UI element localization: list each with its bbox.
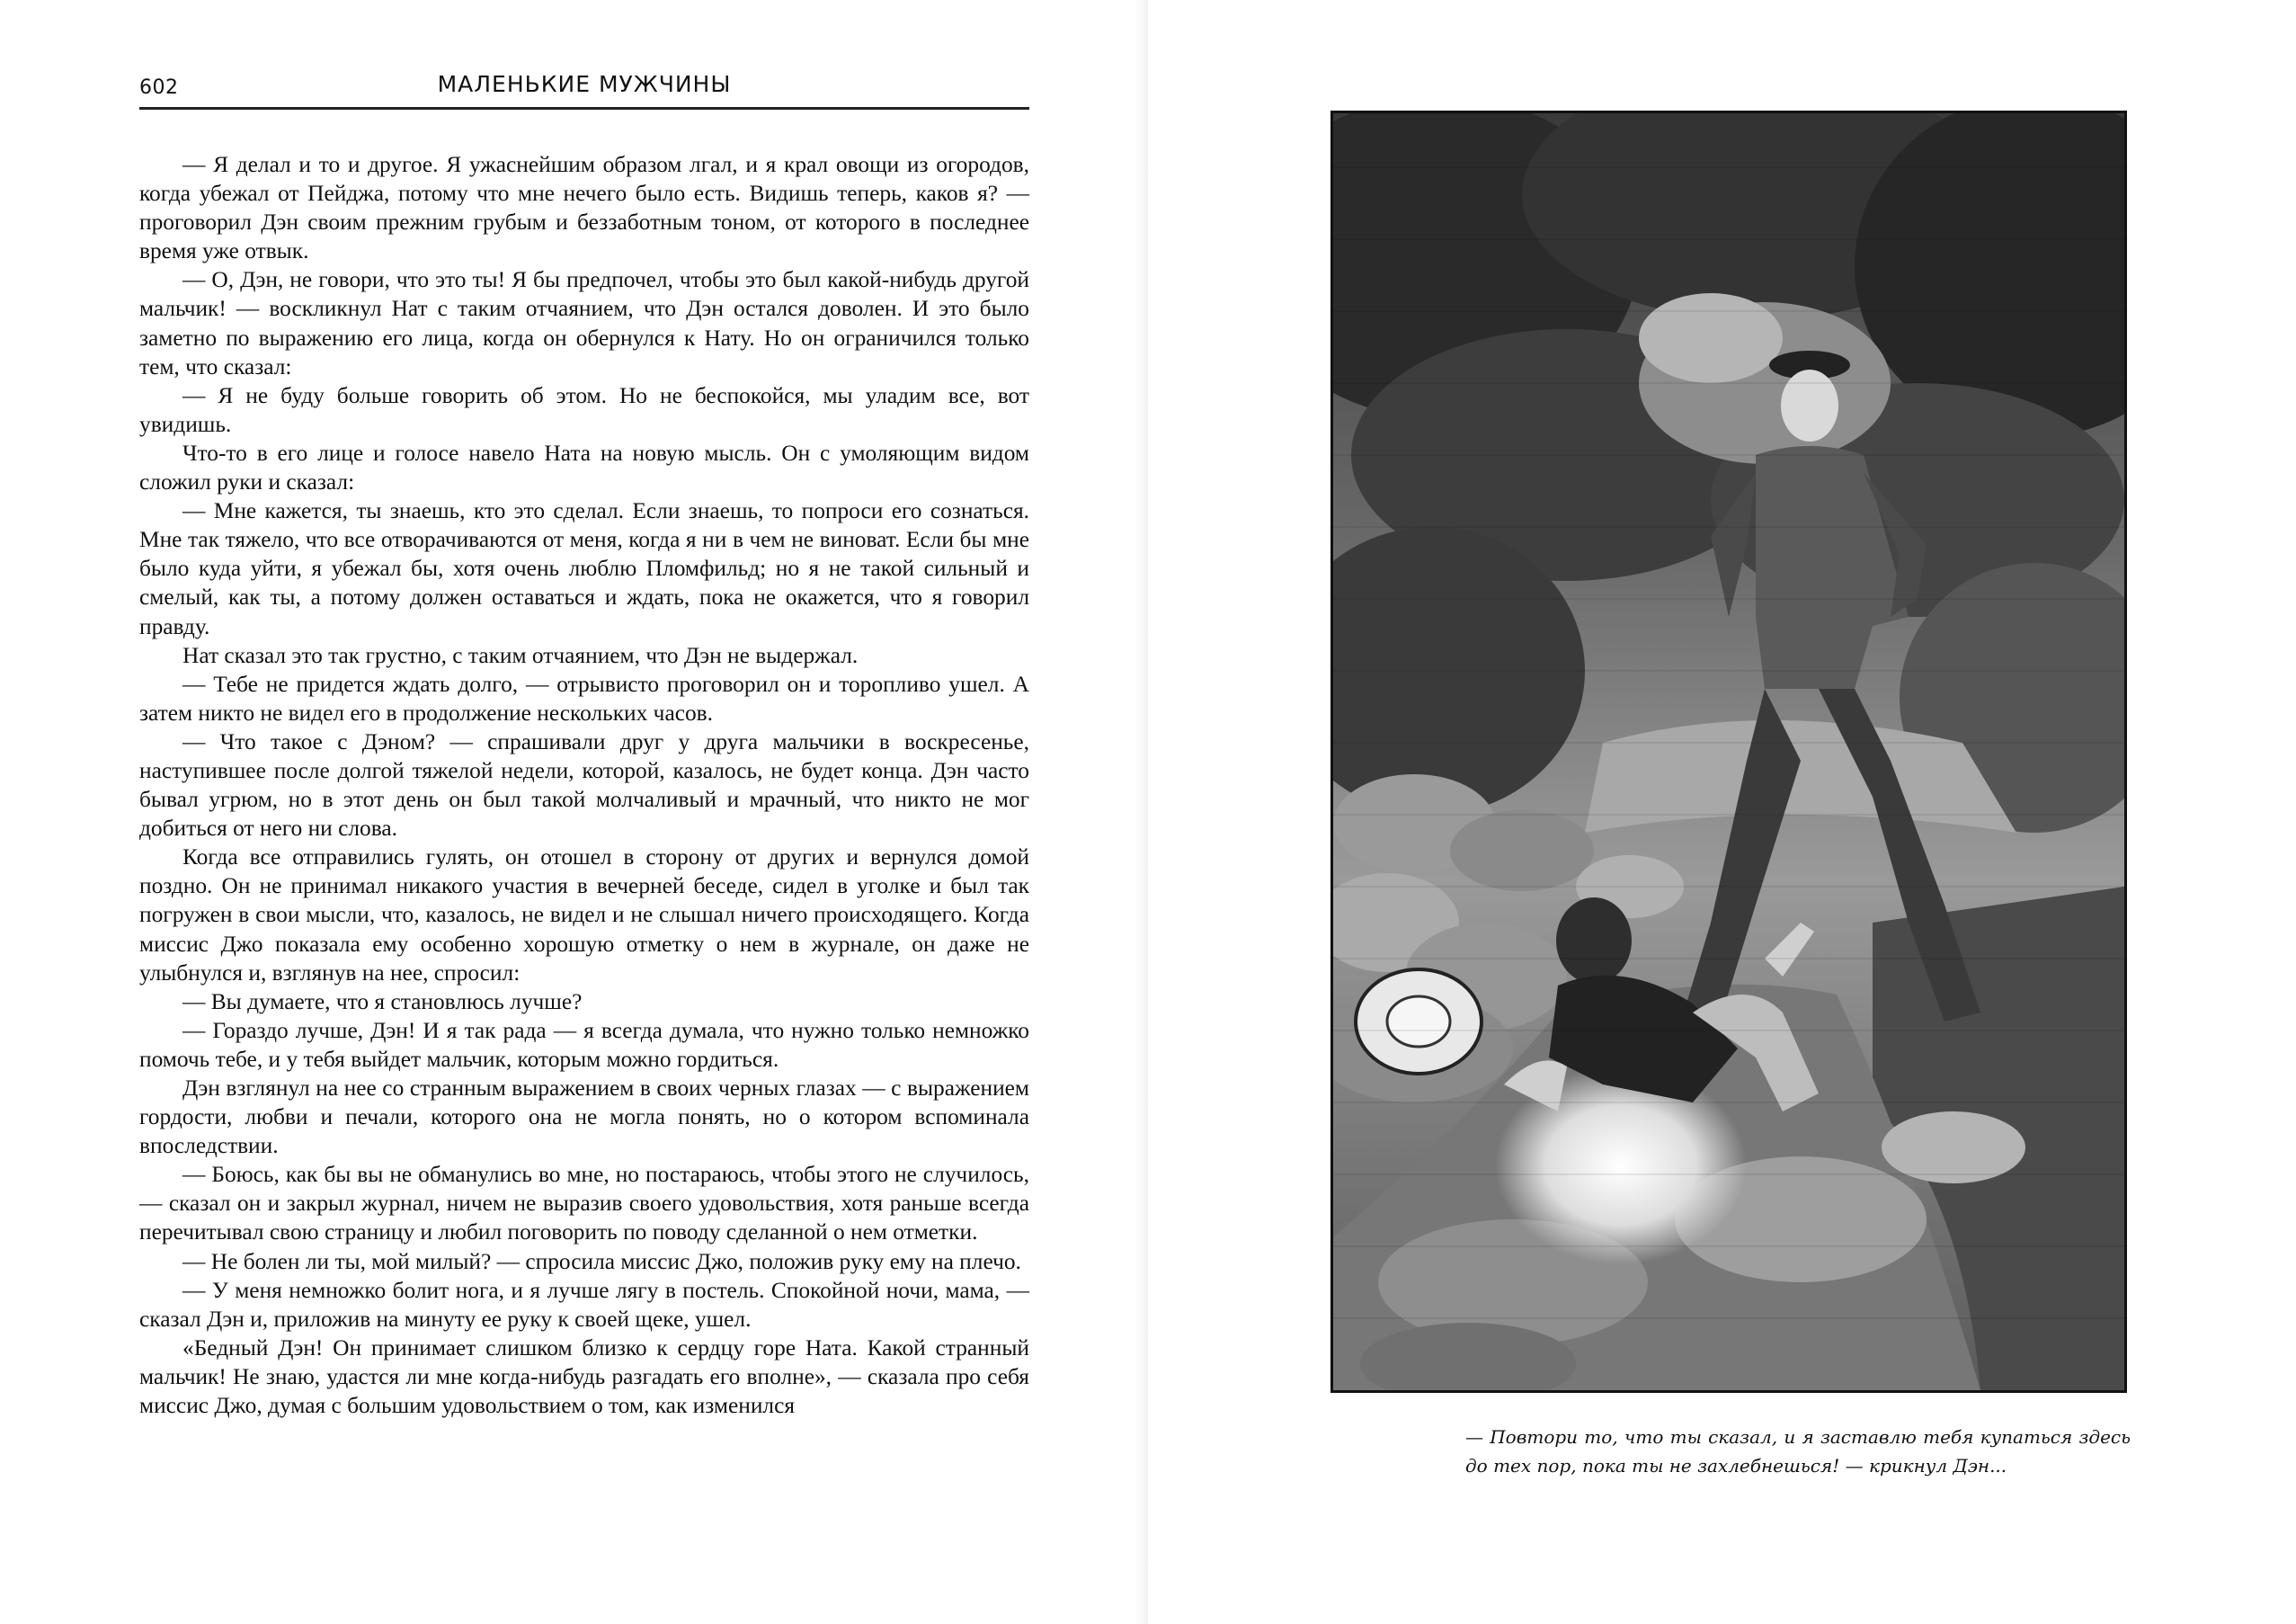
paragraph: — Гораздо лучше, Дэн! И я так рада — я всегда думала, что нужно только немножко помочь тебе, и у тебя выйдет мальчик, которым можно гордиться.: [139, 1017, 1029, 1072]
paragraph: Дэн взглянул на нее со странным выражением в своих черных глазах — с выражением гордости, любви и печали, которого она не могла понять, но о котором вспоминала впоследствии.: [139, 1075, 1029, 1159]
paragraph: — О, Дэн, не говори, что это ты! Я бы предпочел, чтобы это был какой-нибудь другой мальчик! — воскликнул Нат с таким отчаянием, что Дэн остался доволен. И это было заметно по выражению его лица, когда он обернулся к Нату. Но он ограничился только тем, что сказал:: [139, 267, 1029, 379]
illustration-engraving: [1330, 111, 2127, 1393]
page-number: 602: [139, 76, 179, 99]
illustration-drawing: [1333, 113, 2124, 1390]
paragraph: — Тебе не придется ждать долго, — отрывисто проговорил он и торопливо ушел. А затем никто не видел его в продолжение нескольких часов.: [139, 671, 1029, 726]
illustration-caption: — Повтори то, что ты сказал, и я заставлю тебя купаться здесь до тех пор, пока ты не захлебнешься! — крикнул Дэн...: [1465, 1426, 2131, 1477]
paragraph: — Вы думаете, что я становлюсь лучше?: [182, 988, 583, 1014]
body-text: [139, 150, 1029, 1420]
paragraph: — Я не буду больше говорить об этом. Но не беспокойся, мы уладим все, вот увидишь.: [139, 382, 1029, 437]
paragraph: — Не болен ли ты, мой милый? — спросила миссис Джо, положив руку ему на плечо.: [182, 1248, 1021, 1274]
paragraph: Когда все отправились гулять, он отошел в сторону от других и вернулся домой поздно. Он не принимал никакого участия в вечерней беседе, сидел в уголке и был так погружен в свои мысли, что, казалось, не видел и не слышал ничего происходящего. Когда миссис Джо показала ему особенно хорошую отметку о нем в журнале, он даже не улыбнулся и, взглянув на нее, спросил:: [139, 844, 1029, 986]
paragraph: — Я делал и то и другое. Я ужаснейшим образом лгал, и я крал овощи из огородов, когда убежал от Пейджа, потому что мне нечего было есть. Видишь теперь, каков я? — проговорил Дэн своим прежним грубым и беззаботным тоном, от которого в последнее время уже отвык.: [139, 152, 1029, 264]
paragraph: Что-то в его лице и голосе навело Ната на новую мысль. Он с умоляющим видом сложил руки и сказал:: [139, 440, 1029, 495]
running-head: [139, 67, 1029, 110]
paragraph: — Боюсь, как бы вы не обманулись во мне, но постараюсь, чтобы этого не случилось, — сказал он и закрыл журнал, ничем не выразив своего удовольствия, хотя раньше всегда перечитывал свою страницу и любил поговорить по поводу сделанной о нем отметки.: [139, 1162, 1029, 1245]
paragraph: Нат сказал это так грустно, с таким отчаянием, что Дэн не выдержал.: [182, 642, 859, 668]
paragraph: — Мне кажется, ты знаешь, кто это сделал. Если знаешь, то попроси его сознаться. Мне так тяжело, что все отворачиваются от меня, когда я ни в чем не виноват. Если бы мне было куда уйти, я убежал бы, хотя очень люблю Пломфильд; но я не такой сильный и смелый, как ты, а потому должен оставаться и ждать, пока не окажется, что я говорил правду.: [139, 498, 1029, 639]
book-title: МАЛЕНЬКИЕ МУЖЧИНЫ: [437, 71, 732, 97]
paragraph: — Что такое с Дэном? — спрашивали друг у друга мальчики в воскресенье, наступившее после долгой тяжелой недели, которой, казалось, не будет конца. Дэн часто бывал угрюм, но в этот день он был такой молчаливый и мрачный, что никто не мог добиться от него ни слова.: [139, 728, 1029, 842]
paragraph: — У меня немножко болит нога, и я лучше лягу в постель. Спокойной ночи, мама, — сказал Дэн и, приложив на минуту ее руку к своей щеке, ушел.: [139, 1277, 1029, 1332]
paragraph: «Бедный Дэн! Он принимает слишком близко к сердцу горе Ната. Какой странный мальчик! Не знаю, удастся ли мне когда-нибудь разгадать его вполне», — сказала про себя миссис Джо, думая с большим удовольствием о том, как изменился: [139, 1334, 1029, 1419]
